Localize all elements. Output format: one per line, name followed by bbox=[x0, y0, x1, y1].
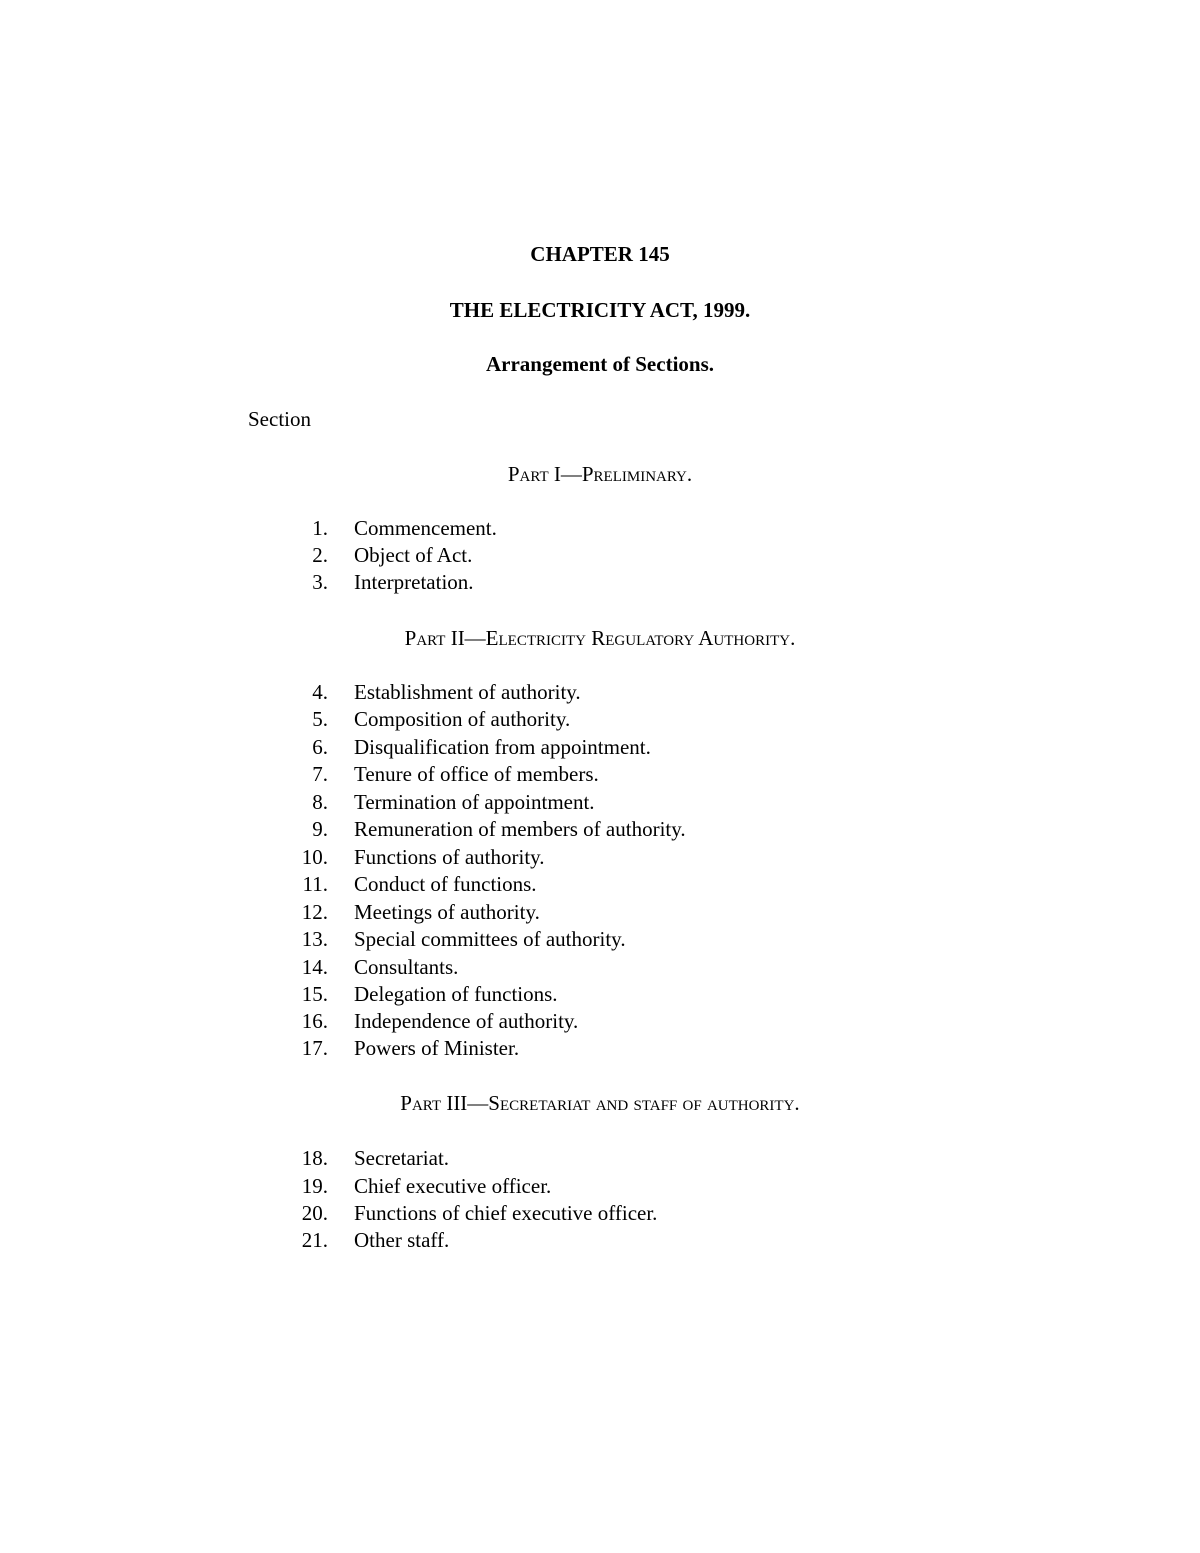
section-title: Special committees of authority. bbox=[354, 927, 626, 951]
section-title: Powers of Minister. bbox=[354, 1036, 520, 1060]
section-entry bbox=[0, 762, 1200, 789]
section-entry bbox=[0, 1036, 1200, 1063]
section-number: 11. bbox=[302, 872, 328, 896]
section-number: 10. bbox=[301, 845, 328, 869]
section-title: Composition of authority. bbox=[354, 707, 571, 731]
section-number: 5. bbox=[312, 707, 328, 731]
section-entry bbox=[0, 900, 1200, 927]
part-heading-1: Part I—Preliminary. bbox=[507, 462, 693, 486]
section-number: 7. bbox=[312, 762, 328, 786]
section-number: 9. bbox=[312, 817, 328, 841]
section-entry bbox=[0, 570, 1200, 597]
section-title: Functions of chief executive officer. bbox=[354, 1201, 658, 1225]
section-entry bbox=[0, 817, 1200, 844]
section-title: Disqualification from appointment. bbox=[354, 735, 651, 759]
section-number: 2. bbox=[312, 543, 328, 567]
section-number: 15. bbox=[301, 982, 328, 1006]
section-entry bbox=[0, 1146, 1200, 1173]
section-column-label: Section bbox=[248, 407, 311, 431]
section-number: 17. bbox=[301, 1036, 328, 1060]
section-entry bbox=[0, 516, 1200, 543]
section-title: Conduct of functions. bbox=[354, 872, 537, 896]
section-title: Delegation of functions. bbox=[354, 982, 558, 1006]
section-entry bbox=[0, 1201, 1200, 1228]
chapter-heading: CHAPTER 145 bbox=[530, 242, 670, 266]
section-title: Object of Act. bbox=[354, 543, 473, 567]
part-heading-3: Part III—Secretariat and staff of authority. bbox=[400, 1091, 800, 1115]
section-number: 12. bbox=[301, 900, 328, 924]
section-number: 8. bbox=[312, 790, 328, 814]
section-entry bbox=[0, 927, 1200, 954]
section-entry bbox=[0, 735, 1200, 762]
section-number: 18. bbox=[301, 1146, 328, 1170]
section-number: 6. bbox=[312, 735, 328, 759]
section-title: Consultants. bbox=[354, 955, 459, 979]
section-title: Functions of authority. bbox=[354, 845, 545, 869]
section-entry bbox=[0, 543, 1200, 570]
section-entry bbox=[0, 1174, 1200, 1201]
section-number: 20. bbox=[301, 1201, 328, 1225]
section-number: 3. bbox=[312, 570, 328, 594]
section-number: 13. bbox=[301, 927, 328, 951]
section-entry bbox=[0, 872, 1200, 899]
section-entry bbox=[0, 982, 1200, 1009]
part-heading-2: Part II—Electricity Regulatory Authority. bbox=[404, 626, 796, 650]
section-title: Chief executive officer. bbox=[354, 1174, 552, 1198]
section-number: 19. bbox=[301, 1174, 328, 1198]
section-title: Commencement. bbox=[354, 516, 497, 540]
arrangement-heading: Arrangement of Sections. bbox=[485, 352, 715, 376]
section-title: Tenure of office of members. bbox=[354, 762, 599, 786]
section-title: Interpretation. bbox=[354, 570, 474, 594]
section-title: Other staff. bbox=[354, 1228, 450, 1252]
section-title: Secretariat. bbox=[354, 1146, 450, 1170]
section-entry bbox=[0, 790, 1200, 817]
section-title: Meetings of authority. bbox=[354, 900, 540, 924]
section-number: 14. bbox=[301, 955, 328, 979]
section-entry bbox=[0, 1228, 1200, 1255]
section-entry bbox=[0, 680, 1200, 707]
section-entry bbox=[0, 707, 1200, 734]
section-title: Independence of authority. bbox=[354, 1009, 579, 1033]
section-number: 4. bbox=[312, 680, 328, 704]
section-entry bbox=[0, 845, 1200, 872]
act-title: THE ELECTRICITY ACT, 1999. bbox=[449, 298, 751, 322]
section-number: 21. bbox=[301, 1228, 328, 1252]
section-entry bbox=[0, 955, 1200, 982]
section-title: Remuneration of members of authority. bbox=[354, 817, 686, 841]
section-title: Establishment of authority. bbox=[354, 680, 581, 704]
section-number: 16. bbox=[301, 1009, 328, 1033]
section-title: Termination of appointment. bbox=[354, 790, 595, 814]
section-entry bbox=[0, 1009, 1200, 1036]
section-number: 1. bbox=[312, 516, 328, 540]
